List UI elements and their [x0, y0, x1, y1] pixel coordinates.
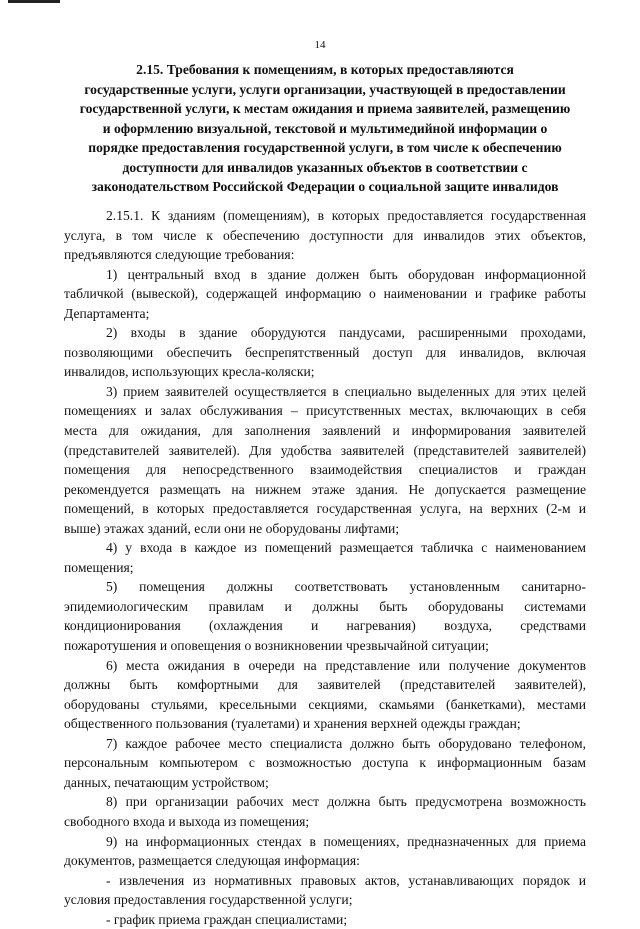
text-line: услуга, в том числе к обеспечению доступности для инвалидов этих объектов,	[64, 227, 586, 243]
text-line: 6) места ожидания в очереди на представление или получение документов	[106, 657, 586, 673]
text-line: (представителей заявителей). Для удобства заявителей (представителей заявителей)	[64, 442, 586, 458]
text-line: табличкой (вывеской), содержащей информацию о наименовании и графике работы	[64, 286, 586, 302]
heading-line: 2.15. Требования к помещениям, в которых предоставляются	[136, 62, 514, 77]
text-line: свободного входа и выхода из помещения;	[64, 813, 310, 829]
text-line: выше) этажах зданий, если они не оборудованы лифтами;	[64, 520, 400, 536]
text-line: помещения для непосредственного взаимодействия специалистов и граждан	[64, 462, 586, 478]
text-line: 9) на информационных стендах в помещениях, предназначенных для приема	[106, 833, 586, 849]
heading-line: законодательством Российской Федерации о социальной защите инвалидов	[91, 179, 559, 194]
paragraph	[64, 910, 586, 929]
text-line: 8) при организации рабочих мест должна быть предусмотрена возможность	[106, 794, 586, 810]
text-line: пожаротушения и оповещения о возникновении чрезвычайной ситуации;	[64, 638, 489, 654]
text-line: документов, размещается следующая информация:	[64, 853, 360, 869]
paragraph	[64, 323, 586, 382]
heading-line: государственные услуги, услуги организации, участвующей в предоставлении	[84, 81, 566, 97]
paragraph	[64, 734, 586, 793]
text-line: позволяющими обеспечить беспрепятственный доступ для инвалидов, включая	[64, 344, 586, 360]
text-line: помещения;	[64, 559, 134, 575]
heading-line: и оформлению визуальной, текстовой и мультимедийной информации о	[102, 120, 548, 136]
text-line: помещений, в которых предоставляется государственная услуга, на верхних (2-м и	[64, 501, 586, 517]
text-line: 3) прием заявителей осуществляется в специально выделенных для этих целей	[106, 383, 586, 399]
text-line: 5) помещения должны соответствовать установленным санитарно-	[106, 579, 586, 595]
text-line: кондиционирования (охлаждения и нагревания) воздуха, средствами	[64, 618, 586, 634]
heading-line: доступности для инвалидов указанных объектов в соответствии с	[122, 159, 528, 175]
text-line: условия предоставления государственной услуги;	[64, 892, 353, 908]
text-line: 1) центральный вход в здание должен быть оборудован информационной	[106, 266, 586, 282]
paragraph	[64, 538, 586, 577]
scan-edge-mark	[8, 0, 60, 3]
text-line: - график приема граждан специалистами;	[106, 911, 348, 927]
section-heading	[64, 60, 586, 197]
paragraph	[64, 832, 586, 871]
text-line: персональным компьютером с возможностью доступа к информационным базам	[64, 755, 586, 771]
text-line: оборудованы стульями, кресельными секциями, скамьями (банкетками), местами	[64, 696, 586, 712]
paragraph	[64, 871, 586, 910]
text-line: - извлечения из нормативных правовых актов, устанавливающих порядок и	[106, 872, 586, 888]
text-line: 4) у входа в каждое из помещений размещается табличка с наименованием	[106, 540, 586, 556]
text-line: должны быть комфортными для заявителей (представителей заявителей),	[64, 677, 586, 693]
text-line: данных, печатающим устройством;	[64, 774, 269, 790]
text-line: общественного пользования (туалетами) и хранения верхней одежды граждан;	[64, 716, 521, 732]
paragraph	[64, 577, 586, 655]
paragraph	[64, 792, 586, 831]
paragraph	[64, 265, 586, 324]
document-body	[64, 206, 586, 929]
text-line: места для ожидания, для заполнения заявлений и информирования заявителей	[64, 423, 586, 439]
text-line: Департамента;	[64, 305, 150, 321]
paragraph	[64, 206, 586, 265]
paragraph	[64, 656, 586, 734]
page-number: 14	[314, 39, 326, 51]
heading-line: порядке предоставления государственной услуги, в том числе к обеспечению	[88, 140, 562, 155]
heading-line: государственной услуги, к местам ожидания и приема заявителей, размещению	[79, 101, 571, 116]
paragraph	[64, 382, 586, 538]
text-line: 7) каждое рабочее место специалиста должно быть оборудовано телефоном,	[106, 735, 586, 751]
text-line: инвалидов, использующих кресла-коляски;	[64, 364, 315, 380]
text-line: 2.15.1. К зданиям (помещениям), в которых предоставляется государственная	[106, 208, 586, 223]
text-line: предъявляются следующие требования:	[64, 247, 295, 263]
text-line: рекомендуется размещать на нижнем этаже здания. Не допускается размещение	[64, 481, 586, 497]
text-line: 2) входы в здание оборудуются пандусами, расширенными проходами,	[106, 325, 586, 341]
text-line: эпидемиологическим правилам и должны быть оборудованы системами	[64, 598, 586, 614]
text-line: помещениях и залах обслуживания – присутственных местах, включающих в себя	[64, 403, 586, 419]
